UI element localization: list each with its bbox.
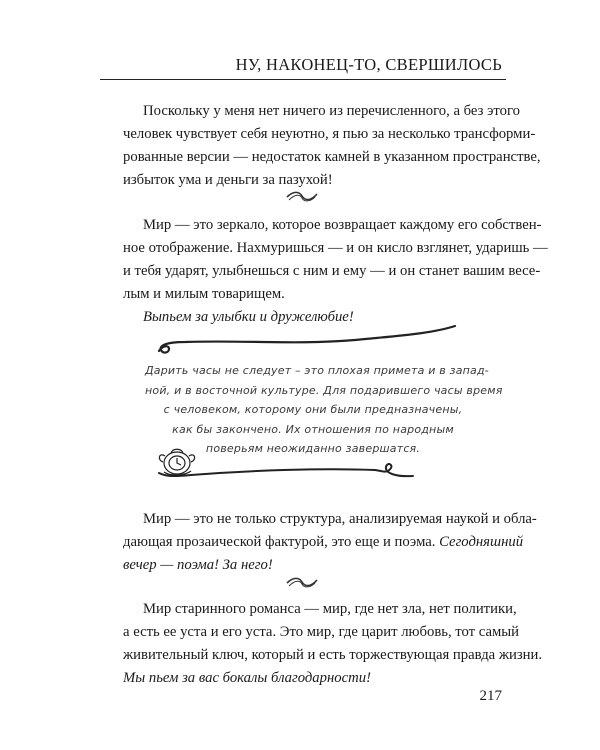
clock-flourish-icon xyxy=(155,446,455,486)
paragraph-4 xyxy=(123,598,543,690)
toast-line: Мы пьем за вас бокалы благодарности! xyxy=(123,670,371,686)
top-flourish-icon xyxy=(155,318,465,358)
paragraph-2 xyxy=(123,214,548,329)
toast-fragment: Сегодняшний xyxy=(439,534,524,550)
note-line: ной, и в восточной культуре. Для подарившего часы время xyxy=(145,383,503,397)
note-line: с человеком, которому они были предназначены, xyxy=(163,403,463,416)
text-line: живительный ключ, который и есть торжествующая правда жизни. xyxy=(123,647,543,663)
text-line: а есть ее уста и его уста. Это мир, где царит любовь, тот самый xyxy=(123,624,520,640)
note-line: как бы закончено. Их отношения по народным xyxy=(172,422,454,436)
text-line: лым и милым товарищем. xyxy=(123,286,285,302)
text-fragment: дающая прозаической фактурой, это еще и поэма. xyxy=(123,534,436,550)
text-line: рованные версии — недостаток камней в указанном пространстве, xyxy=(123,149,541,165)
text-line: избыток ума и деньги за пазухой! xyxy=(123,172,333,188)
text-line: Мир старинного романса — мир, где нет зла, нет политики, xyxy=(143,601,517,617)
toast-line: Выпьем за улыбки и дружелюбие! xyxy=(143,309,354,325)
text-line: Поскольку у меня нет ничего из перечисленного, а без этого xyxy=(143,103,520,119)
text-line: Мир — это не только структура, анализируемая наукой и обла- xyxy=(143,511,537,527)
text-line: и тебя ударят, улыбнешься с ним и ему — и он станет вашим весе- xyxy=(123,263,541,279)
paragraph-1 xyxy=(123,100,541,192)
toast-line: вечер — поэма! За него! xyxy=(123,557,273,573)
paragraph-3 xyxy=(123,508,537,577)
text-line: ное отображение. Нахмуришься — и он кисло взглянет, ударишь — xyxy=(123,240,548,256)
text-line: человек чувствует себя неуютно, я пью за несколько трансформи- xyxy=(123,126,536,142)
note-line: Дарить часы не следует – это плохая примета и в запад- xyxy=(145,364,489,377)
text-line: Мир — это зеркало, которое возвращает каждому его собствен- xyxy=(143,217,542,233)
header-divider xyxy=(100,79,506,80)
note-line: поверьям неожиданно завершатся. xyxy=(205,442,421,455)
note-block xyxy=(145,361,503,459)
swirl-ornament-icon xyxy=(285,574,319,590)
running-header: НУ, НАКОНЕЦ-ТО, СВЕРШИЛОСЬ xyxy=(235,55,502,74)
text-line xyxy=(123,531,524,554)
swirl-ornament-icon xyxy=(285,188,319,204)
page-number: 217 xyxy=(479,688,502,704)
